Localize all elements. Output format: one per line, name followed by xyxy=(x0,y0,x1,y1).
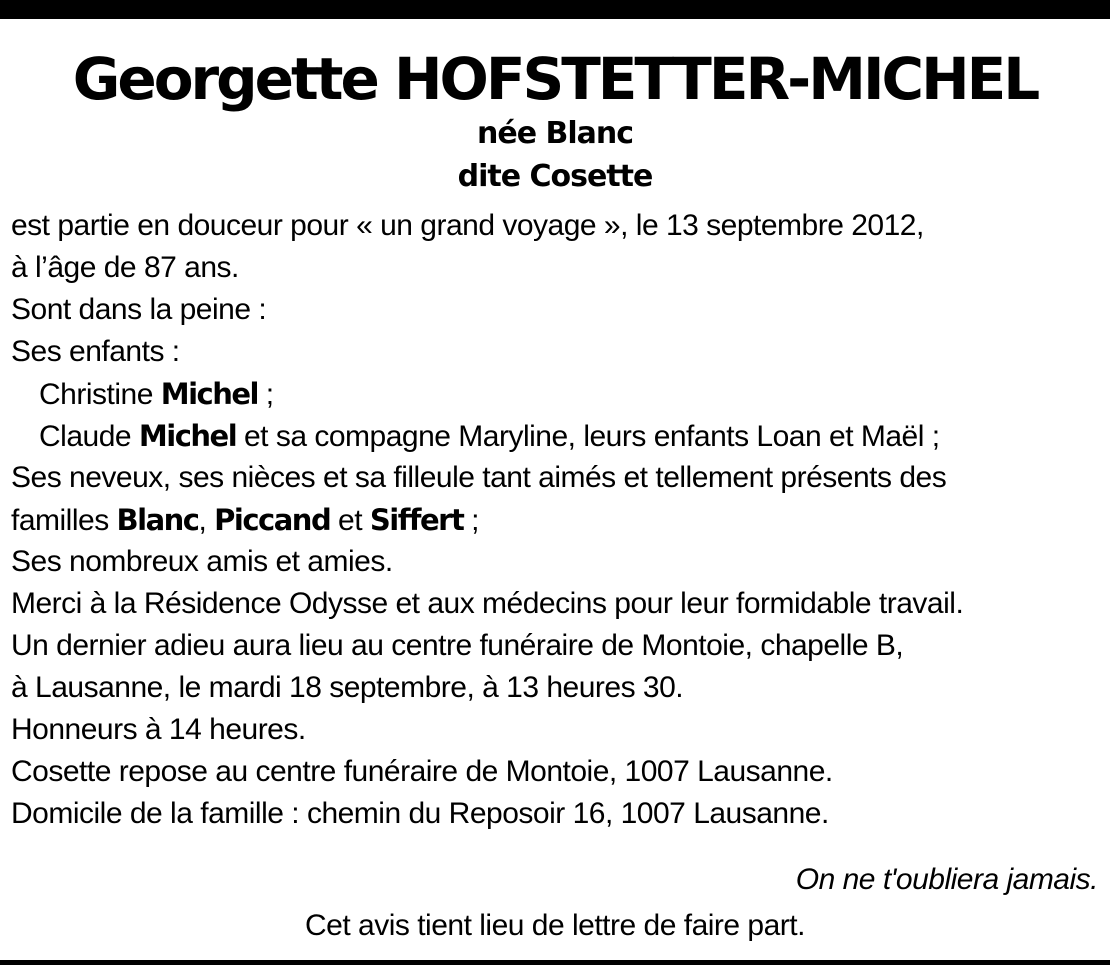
child-2-first-name: Claude xyxy=(39,420,139,453)
family-separator-1: , xyxy=(198,504,215,537)
child-line-2 xyxy=(11,415,1106,457)
family-name-piccand: Piccand xyxy=(214,503,331,537)
nickname: dite Cosette xyxy=(457,159,653,194)
child-line-1 xyxy=(11,373,1106,415)
birth-name: née Blanc xyxy=(476,116,634,151)
domicile-line: Domicile de la famille : chemin du Reposoir 16, 1007 Lausanne. xyxy=(11,797,829,830)
children-intro: Ses enfants : xyxy=(11,335,180,368)
child-1-end: ; xyxy=(257,378,274,411)
ceremony-line-2: à Lausanne, le mardi 18 septembre, à 13 heures 30. xyxy=(11,671,684,704)
family-separator-2: et xyxy=(330,504,370,537)
repose-line: Cosette repose au centre funéraire de Montoie, 1007 Lausanne. xyxy=(11,755,833,788)
child-1-surname: Michel xyxy=(160,377,258,411)
ceremony-line-1: Un dernier adieu aura lieu au centre funéraire de Montoie, chapelle B, xyxy=(11,629,904,662)
families-prefix: familles xyxy=(11,504,117,537)
closing-phrase: On ne t'oubliera jamais. xyxy=(795,863,1098,896)
bottom-border-rule xyxy=(0,960,1110,965)
child-1-first-name: Christine xyxy=(39,378,161,411)
relatives-line-2 xyxy=(11,499,1106,541)
mourners-intro: Sont dans la peine : xyxy=(11,293,267,326)
families-end: ; xyxy=(463,504,479,537)
relatives-line-1: Ses neveux, ses nièces et sa filleule tant aimés et tellement présents des xyxy=(11,461,947,494)
child-2-end: et sa compagne Maryline, leurs enfants Loan et Maël ; xyxy=(236,420,940,453)
intro-line-2: à l’âge de 87 ans. xyxy=(11,251,239,284)
footer-note: Cet avis tient lieu de lettre de faire part. xyxy=(305,909,805,942)
family-name-blanc: Blanc xyxy=(116,503,199,537)
honours-line: Honneurs à 14 heures. xyxy=(11,713,306,746)
thanks-line: Merci à la Résidence Odysse et aux médecins pour leur formidable travail. xyxy=(11,587,964,620)
notice-body xyxy=(11,205,1106,835)
intro-line-1: est partie en douceur pour « un grand voyage », le 13 septembre 2012, xyxy=(11,209,924,242)
deceased-name: Georgette HOFSTETTER-MICHEL xyxy=(72,45,1038,113)
friends-line: Ses nombreux amis et amies. xyxy=(11,545,393,578)
family-name-siffert: Siffert xyxy=(369,503,464,537)
child-2-surname: Michel xyxy=(138,419,237,453)
